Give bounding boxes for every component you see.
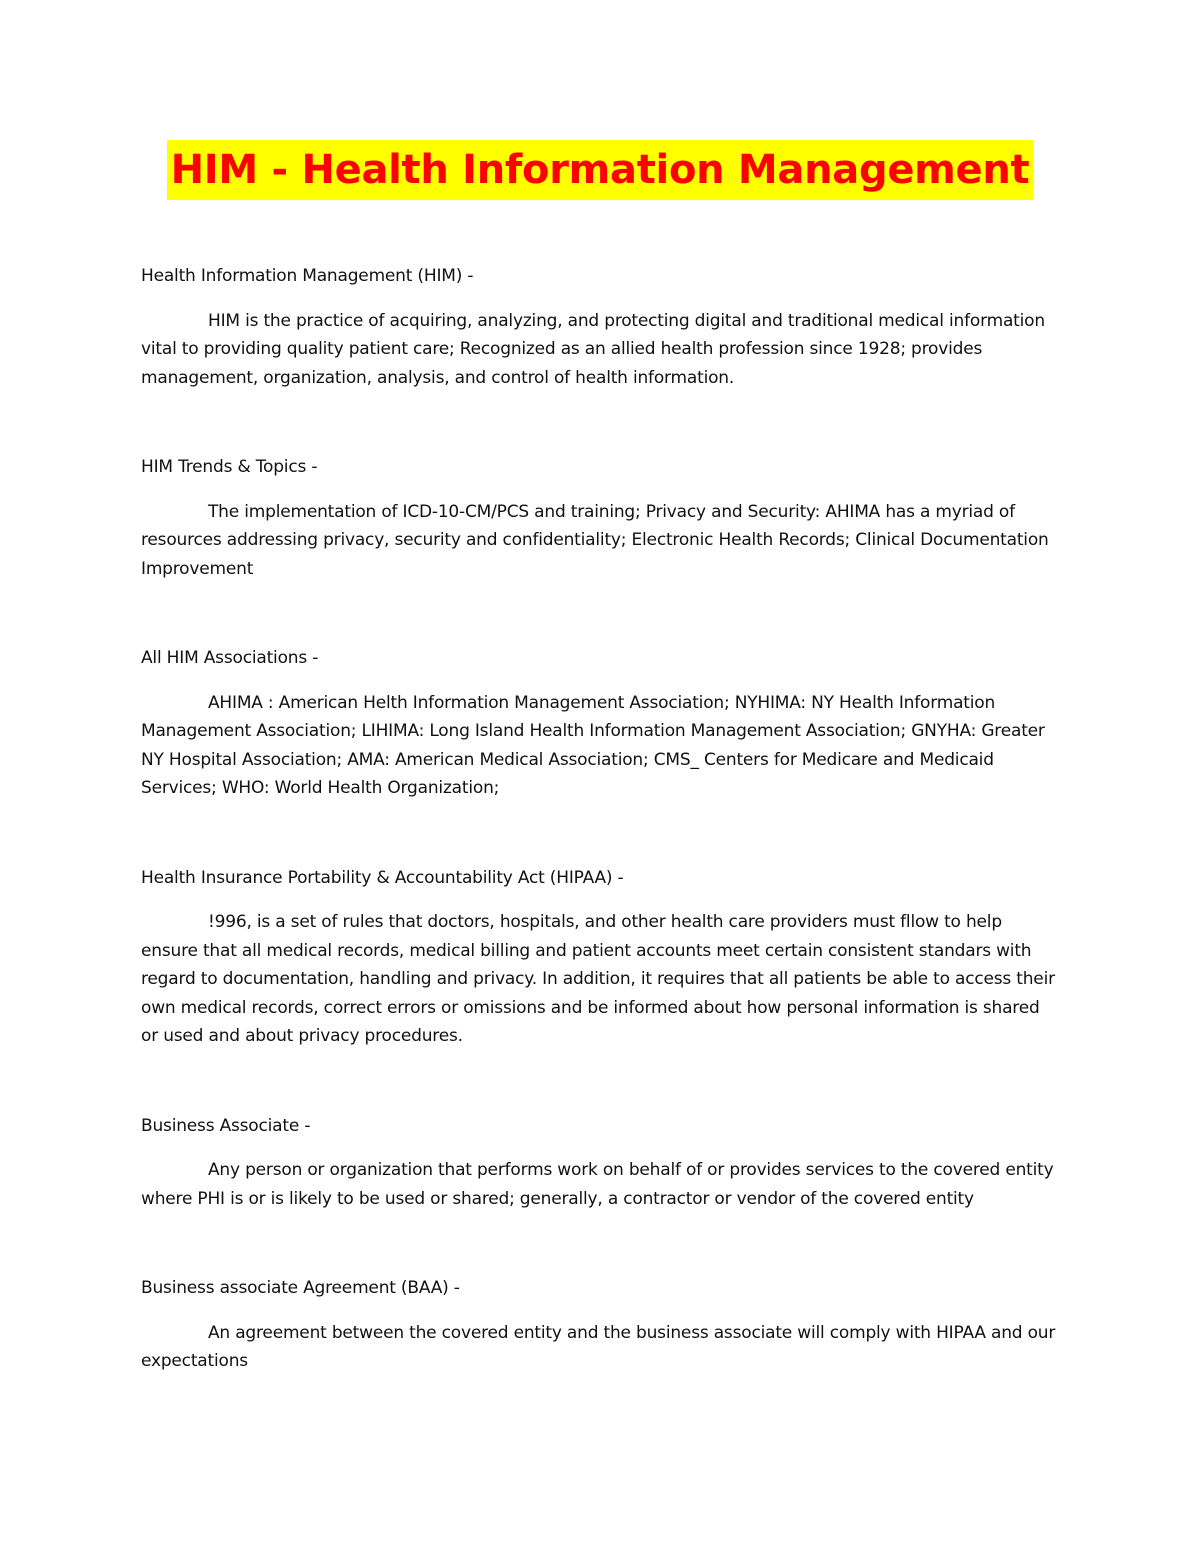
entry-term: Business associate Agreement (BAA) - — [141, 1278, 460, 1298]
entry-definition: HIM is the practice of acquiring, analyzing, and protecting digital and traditional medical information vital to providing quality patient care; Recognized as an allied health profession since 1928; provides management, organization, analysis, and control of health information. — [141, 310, 1045, 388]
glossary-entry-baa — [141, 1274, 1061, 1376]
entry-definition: AHIMA : American Helth Information Management Association; NYHIMA: NY Health Information Management Association; LIHIMA: Long Island Health Information Management Association; GNYHA: Greater NY Hospital Association; AMA: American Medical Association; CMS_ Centers for Medicare and Medicaid Services; WHO: World Health Organization; — [141, 692, 1045, 798]
glossary-entry-him — [141, 262, 1061, 392]
entry-term: HIM Trends & Topics - — [141, 457, 318, 477]
page-title: HIM - Health Information Management — [167, 140, 1034, 200]
entry-term: Health Information Management (HIM) - — [141, 266, 474, 286]
glossary-entry-hipaa — [141, 864, 1061, 1051]
entry-term: All HIM Associations - — [141, 648, 319, 668]
entry-definition: !996, is a set of rules that doctors, hospitals, and other health care providers must fllow to help ensure that all medical records, medical billing and patient accounts meet certain consistent standars with regard to documentation, handling and privacy. In addition, it requires that all patients be able to access their own medical records, correct errors or omissions and be informed about how personal information is shared or used and about privacy procedures. — [141, 912, 1055, 1046]
entry-term: Business Associate - — [141, 1115, 311, 1136]
entry-definition: Any person or organization that performs work on behalf of or provides services to the covered entity where PHI is or is likely to be used or shared; generally, a contractor or vendor of the covered entity — [141, 1160, 1054, 1209]
glossary-entry-associations — [141, 644, 1061, 803]
glossary-entry-trends — [141, 453, 1061, 583]
glossary-list — [141, 262, 1061, 1437]
glossary-entry-business-associate — [141, 1112, 1061, 1214]
entry-term: Health Insurance Portability & Accountability Act (HIPAA) - — [141, 867, 624, 888]
title-container — [0, 140, 1200, 200]
entry-definition: An agreement between the covered entity and the business associate will comply with HIPAA and our expectations — [141, 1322, 1056, 1371]
entry-definition: The implementation of ICD-10-CM/PCS and training; Privacy and Security: AHIMA has a myriad of resources addressing privacy, security and confidentiality; Electronic Health Records; Clinical Documentation Improvement — [141, 501, 1049, 579]
